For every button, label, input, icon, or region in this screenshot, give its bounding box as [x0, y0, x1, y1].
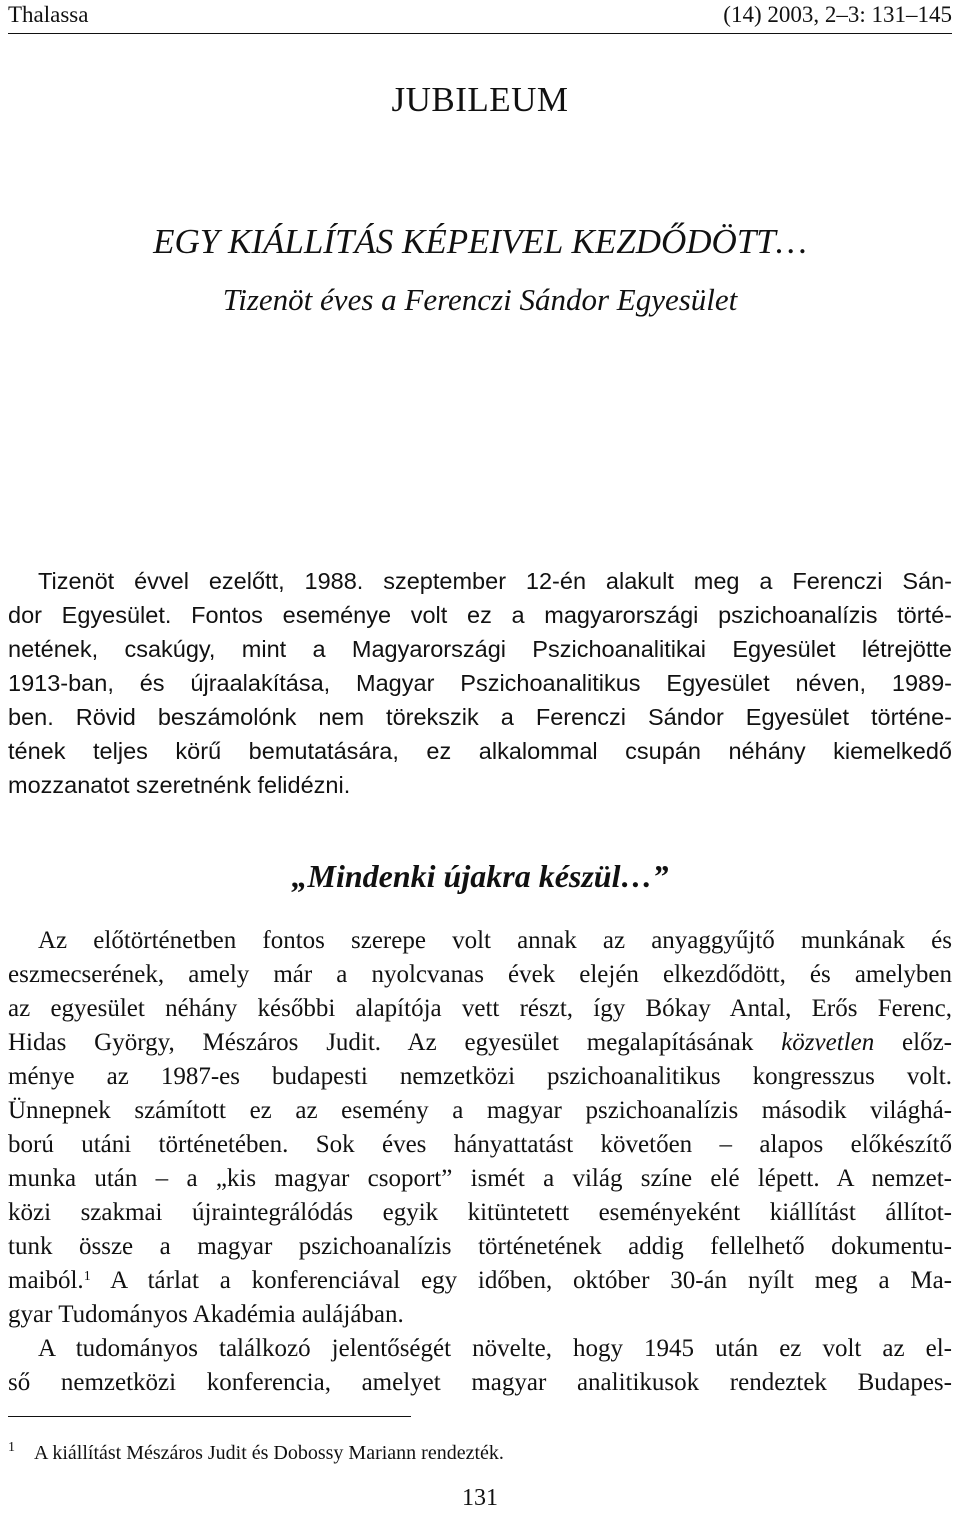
running-header [8, 2, 952, 32]
footnote-mark: 1 [8, 1440, 15, 1455]
intro-line: netének, csakúgy, mint a Magyarországi Pszichoanalitikai Egyesület létrejötte [8, 636, 952, 662]
body-line: munka után – a „kis magyar csoport” ismét a világ színe elé lépett. A nemzet- [8, 1165, 952, 1192]
emphasis-text: közvetlen [781, 1029, 875, 1056]
body-line: ménye az 1987-es budapesti nemzetközi pszichoanalitikus kongresszus volt. [8, 1063, 952, 1090]
body-line: tunk össze a magyar pszichoanalízis történetének addig fellelhető dokumentu- [8, 1233, 952, 1260]
article-title: EGY KIÁLLÍTÁS KÉPEIVEL KEZDŐDÖTT… [153, 222, 807, 261]
body-line: az egyesület néhány későbbi alapítója vett részt, így Bókay Antal, Erős Ferenc, [8, 995, 952, 1022]
intro-line: dor Egyesület. Fontos eseménye volt ez a magyarországi pszichoanalízis törté- [8, 602, 952, 628]
body-line: Ünnepnek számított ez az esemény a magyar pszichoanalízis második világhá- [8, 1097, 952, 1124]
body-line [8, 1267, 952, 1303]
body-text: maiból. [8, 1267, 84, 1294]
body-line: közi szakmai újraintegrálódás egyik kitüntetett eseményeként kiállítást állítot- [8, 1199, 952, 1226]
body-line: Az előtörténetben fontos szerepe volt annak az anyaggyűjtő munkának és [38, 927, 952, 954]
journal-name: Thalassa [8, 2, 89, 27]
footnote-reference[interactable]: 1 [83, 1269, 91, 1284]
footnote-text: A kiállítást Mészáros Judit és Dobossy Mariann rendezték. [34, 1442, 504, 1464]
section-label: JUBILEUM [391, 80, 569, 119]
intro-line: mozzanatot szeretnénk felidézni. [8, 772, 351, 798]
intro-line: 1913-ban, és újraalakítása, Magyar Pszichoanalitikus Egyesület néven, 1989- [8, 670, 952, 696]
article-subtitle: Tizenöt éves a Ferenczi Sándor Egyesület [222, 282, 738, 317]
section-heading: „Mindenki újakra készül…” [291, 858, 669, 894]
journal-citation: (14) 2003, 2–3: 131–145 [723, 2, 952, 27]
body-text: Hidas György, Mészáros Judit. Az egyesület megalapításának [8, 1029, 754, 1056]
intro-line: tének teljes körű bemutatására, ez alkalommal csupán néhány kiemelkedő [8, 738, 952, 764]
page-number: 131 [462, 1485, 498, 1511]
body-line [8, 1029, 952, 1065]
footnote-rule [8, 1416, 411, 1417]
intro-line: ben. Rövid beszámolónk nem törekszik a Ferenczi Sándor Egyesület történe- [8, 704, 952, 730]
body-text: előz- [902, 1029, 953, 1056]
body-line: eszmecserének, amely már a nyolcvanas évek elején elkezdődött, és amelyben [8, 961, 952, 988]
intro-line: Tizenöt évvel ezelőtt, 1988. szeptember 12-én alakult meg a Ferenczi Sán- [38, 568, 952, 594]
header-rule [8, 33, 952, 34]
body-text: A tárlat a konferenciával egy időben, október 30-án nyílt meg a Ma- [110, 1267, 952, 1294]
body-line: ború utáni történetében. Sok éves hányattatást követően – alapos előkészítő [8, 1131, 952, 1158]
body-line: gyar Tudományos Akadémia aulájában. [8, 1301, 404, 1328]
body-line: A tudományos találkozó jelentőségét növelte, hogy 1945 után ez volt az el- [38, 1335, 952, 1362]
body-line: ső nemzetközi konferencia, amelyet magyar analitikusok rendeztek Budapes- [8, 1369, 952, 1396]
